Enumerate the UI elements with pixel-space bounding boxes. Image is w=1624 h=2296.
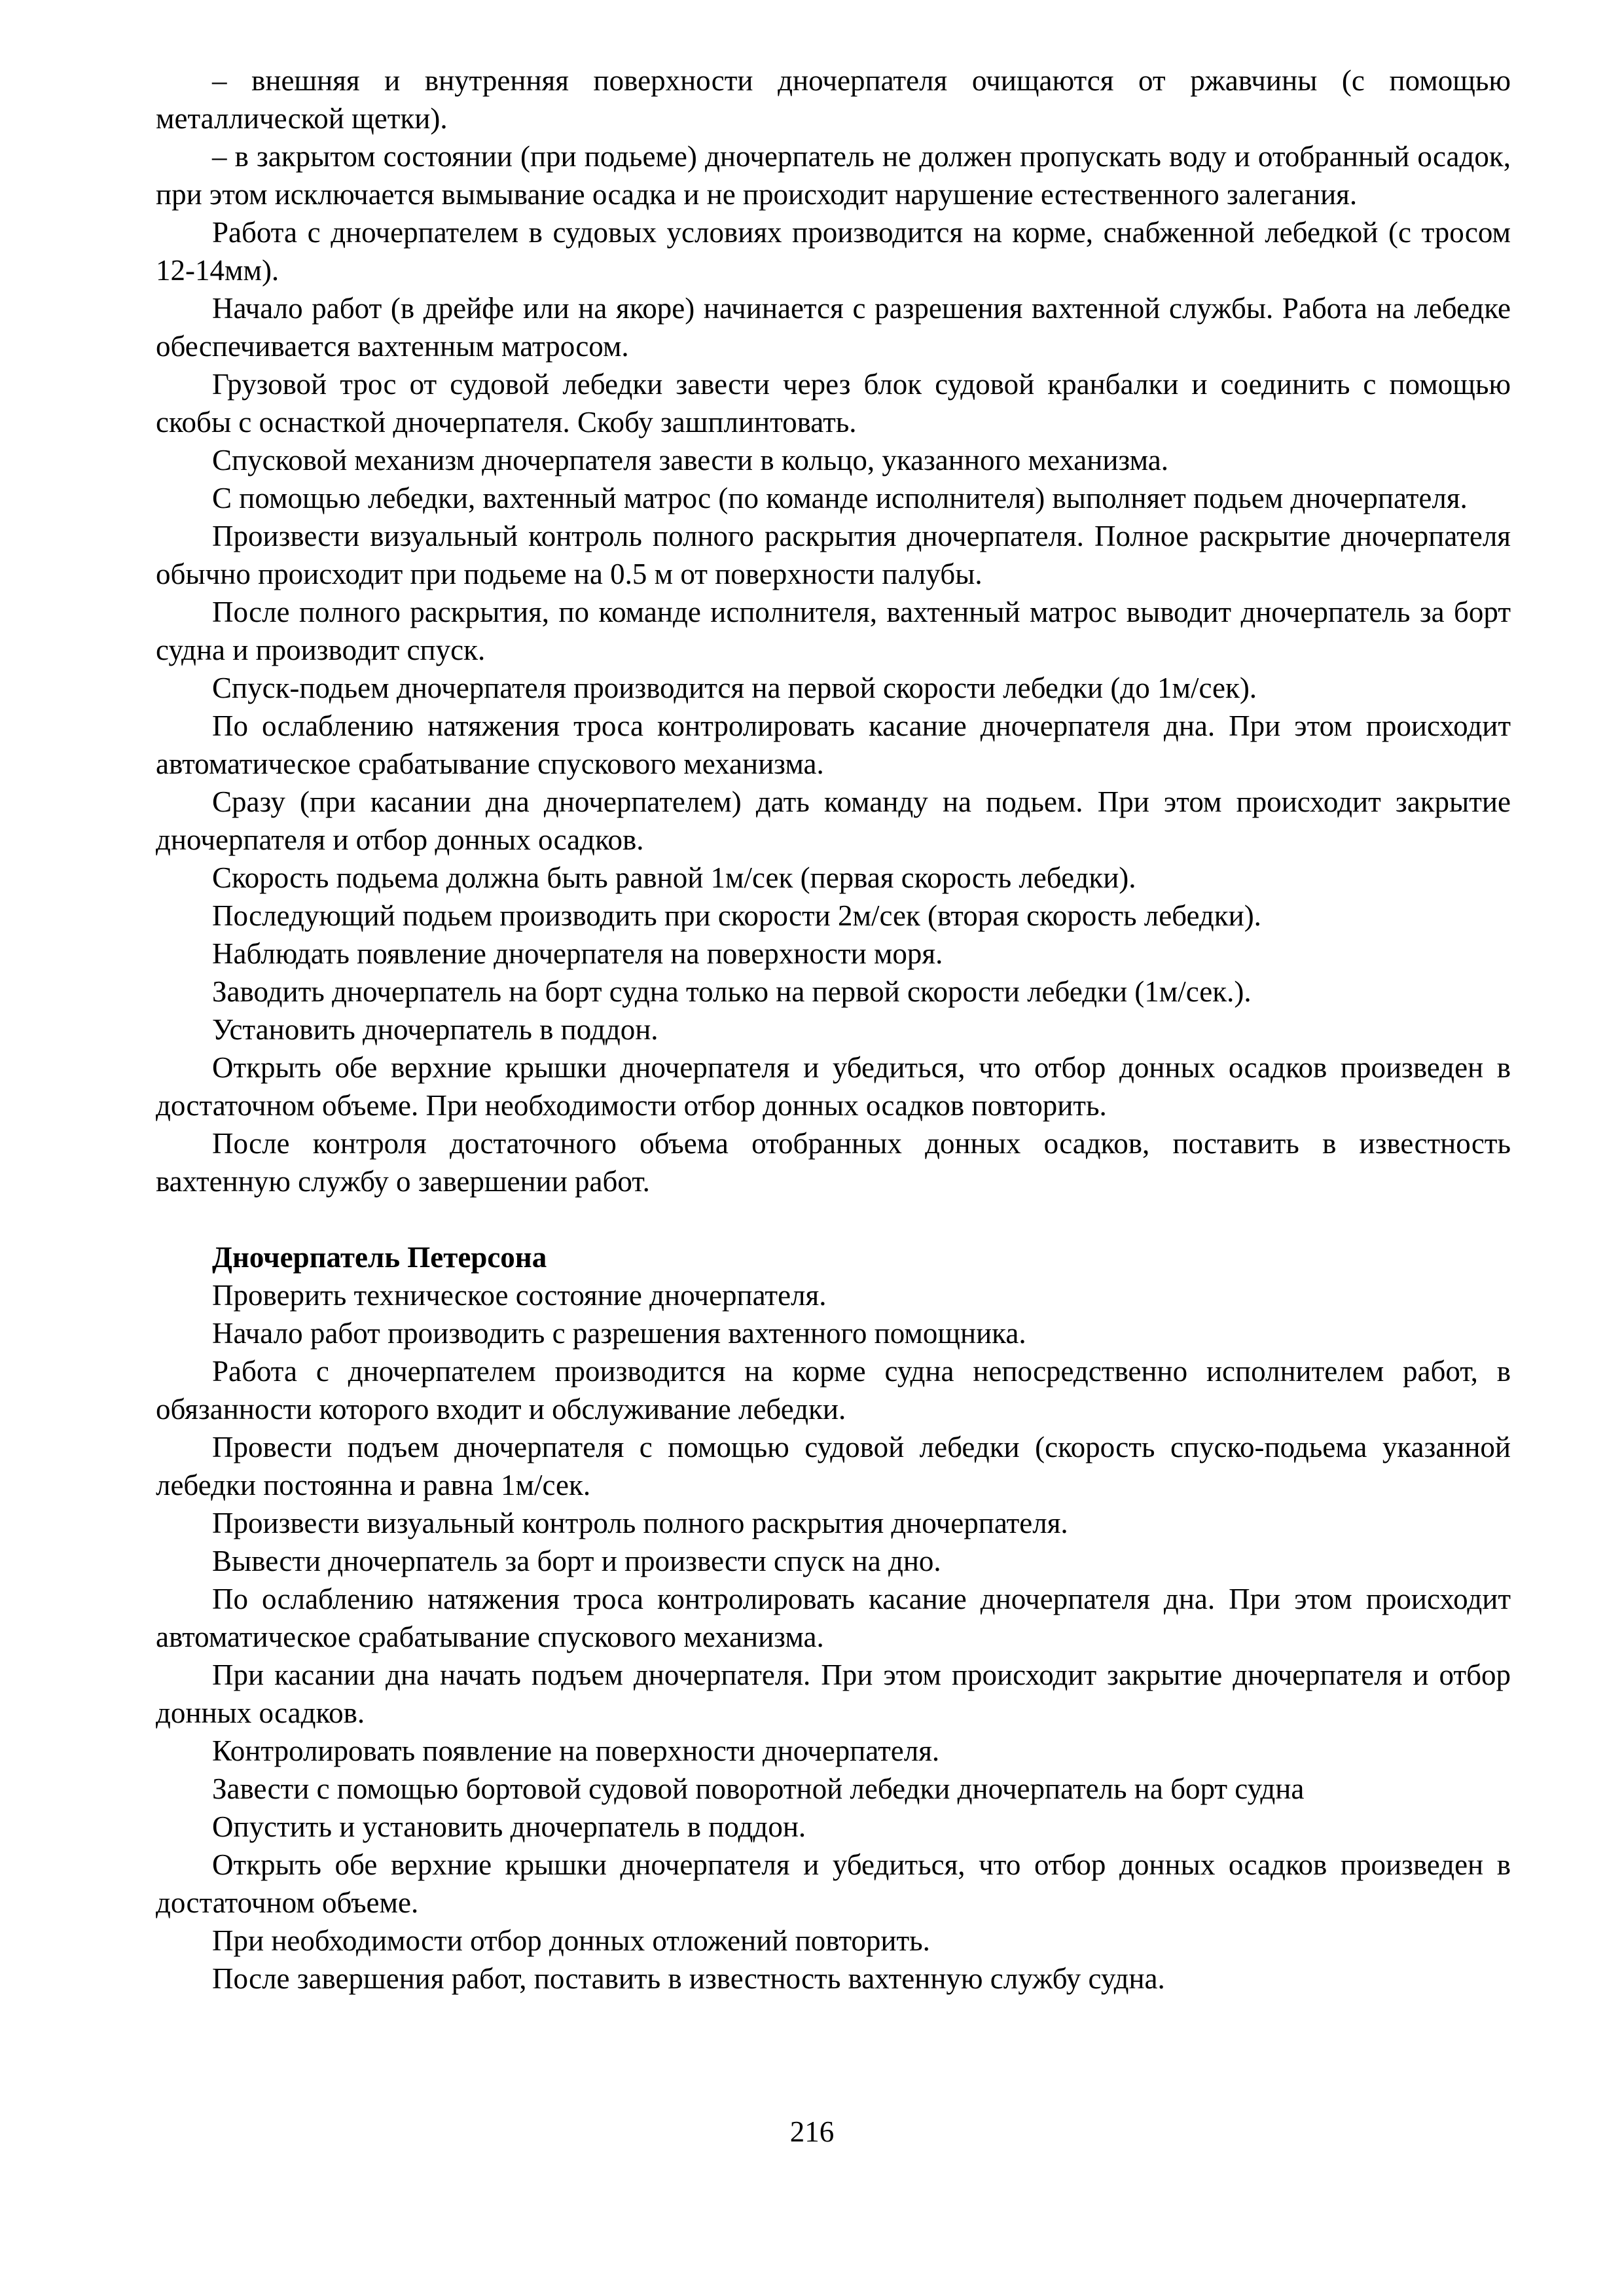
paragraph: Контролировать появление на поверхности дночерпателя. [212, 1734, 940, 1767]
paragraph: Скорость подьема должна быть равной 1м/сек (первая скорость лебедки). [212, 861, 1136, 894]
paragraph: – в закрытом состоянии (при подьеме) дночерпатель не должен пропускать воду и отобранный осадок, при этом исключается вымывание осадка и не происходит нарушение естественного залегания. [156, 140, 1511, 211]
page-number: 216 [789, 2115, 835, 2148]
paragraph: Установить дночерпатель в поддон. [212, 1013, 659, 1046]
paragraph: При касании дна начать подъем дночерпателя. При этом происходит закрытие дночерпателя и отбор донных осадков. [156, 1659, 1511, 1729]
paragraph: Завести с помощью бортовой судовой поворотной лебедки дночерпатель на борт судна [212, 1772, 1305, 1805]
paragraph: Сразу (при касании дна дночерпателем) дать команду на подьем. При этом происходит закрытие дночерпателя и отбор донных осадков. [156, 785, 1511, 856]
paragraph: После завершения работ, поставить в известность вахтенную службу судна. [212, 1962, 1165, 1995]
paragraph: Начало работ (в дрейфе или на якоре) начинается с разрешения вахтенной службы. Работа на лебедке обеспечивается вахтенным матросом. [156, 292, 1511, 363]
paragraph: Начало работ производить с разрешения вахтенного помощника. [212, 1317, 1026, 1350]
section-petersen-grab [156, 1238, 1511, 1998]
paragraph: При необходимости отбор донных отложений повторить. [212, 1924, 930, 1957]
paragraph: – внешняя и внутренняя поверхности дночерпателя очищаются от ржавчины (с помощью металлической щетки). [156, 64, 1511, 135]
paragraph: Произвести визуальный контроль полного раскрытия дночерпателя. [212, 1507, 1068, 1539]
paragraph: После полного раскрытия, по команде исполнителя, вахтенный матрос выводит дночерпатель за борт судна и производит спуск. [156, 596, 1511, 666]
paragraph: Последующий подьем производить при скорости 2м/сек (вторая скорость лебедки). [212, 899, 1261, 932]
paragraph: Наблюдать появление дночерпателя на поверхности моря. [212, 937, 943, 970]
paragraph: Спусковой механизм дночерпателя завести в кольцо, указанного механизма. [212, 444, 1168, 476]
paragraph: Грузовой трос от судовой лебедки завести через блок судовой кранбалки и соединить с помощью скобы с оснасткой дночерпателя. Скобу зашплинтовать. [156, 368, 1511, 439]
paragraph: Проверить техническое состояние дночерпателя. [212, 1279, 827, 1312]
paragraph: Заводить дночерпатель на борт судна только на первой скорости лебедки (1м/сек.). [212, 975, 1252, 1008]
paragraph: По ослаблению натяжения троса контролировать касание дночерпателя дна. При этом происходит автоматическое срабатывание спускового механизма. [156, 1583, 1511, 1653]
paragraph: Открыть обе верхние крышки дночерпателя и убедиться, что отбор донных осадков произведен в достаточном объеме. [156, 1848, 1511, 1919]
paragraph: Опустить и установить дночерпатель в поддон. [212, 1810, 806, 1843]
paragraph: Провести подъем дночерпателя с помощью судовой лебедки (скорость спуско-подьема указанной лебедки постоянна и равна 1м/сек. [156, 1431, 1511, 1501]
document-body [156, 62, 1511, 1998]
paragraph: По ослаблению натяжения троса контролировать касание дночерпателя дна. При этом происходит автоматическое срабатывание спускового механизма. [156, 709, 1511, 780]
paragraph: Открыть обе верхние крышки дночерпателя и убедиться, что отбор донных осадков произведен в достаточном объеме. При необходимости отбор донных осадков повторить. [156, 1051, 1511, 1122]
section-grab-sampler-procedure [156, 62, 1511, 1200]
paragraph: Произвести визуальный контроль полного раскрытия дночерпателя. Полное раскрытие дночерпателя обычно происходит при подьеме на 0.5 м от поверхности палубы. [156, 520, 1511, 590]
paragraph: Спуск-подьем дночерпателя производится на первой скорости лебедки (до 1м/сек). [212, 672, 1257, 704]
paragraph: С помощью лебедки, вахтенный матрос (по команде исполнителя) выполняет подьем дночерпателя. [212, 482, 1468, 514]
paragraph: Вывести дночерпатель за борт и произвести спуск на дно. [212, 1545, 941, 1577]
paragraph: Работа с дночерпателем производится на корме судна непосредственно исполнителем работ, в обязанности которого входит и обслуживание лебедки. [156, 1355, 1511, 1426]
paragraph: Работа с дночерпателем в судовых условиях производится на корме, снабженной лебедкой (с тросом 12-14мм). [156, 216, 1511, 287]
paragraph: После контроля достаточного объема отобранных донных осадков, поставить в известность вахтенную службу о завершении работ. [156, 1127, 1511, 1198]
section-heading: Дночерпатель Петерсона [212, 1241, 547, 1274]
